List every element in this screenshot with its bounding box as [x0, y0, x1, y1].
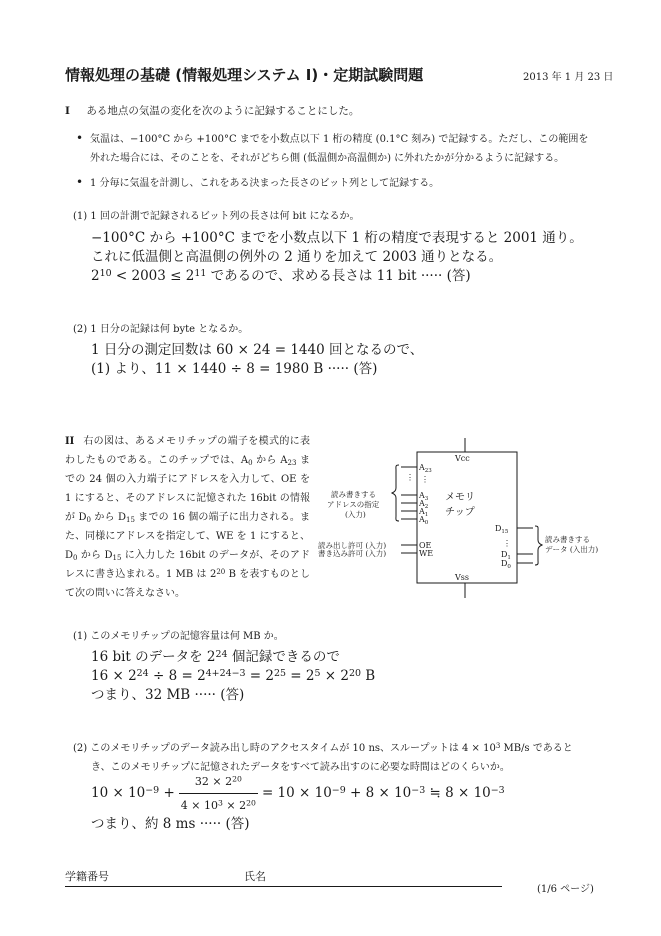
- bullet-1-line1: 気温は、−100°C から +100°C までを小数点以下 1 桁の精度 (0.1°C 刻み) で記録する。ただし、この範囲を: [90, 134, 589, 145]
- answer-1-1: [91, 229, 621, 286]
- question-text: このメモリチップの記憶容量は何 MB か。: [90, 631, 284, 642]
- vertical-ellipsis-icon: ⋮: [406, 473, 414, 482]
- bullet-1-line2: 外れた場合には、そのことを、それがどちら側 (低温側か高温側か) に外れたかが分かるように記録する。: [90, 153, 565, 164]
- fraction-denominator: $4 \times 10^3 \times 2^{20}$: [180, 798, 256, 812]
- answer-1-2: [91, 341, 621, 379]
- bullet-dot-icon: •: [76, 131, 84, 145]
- data-group-label-2: データ (入出力): [545, 545, 599, 554]
- section-2-paragraph: II 右の図は、あるメモリチップの端子を模式的に表わしたものである。このチップでは、$A_0$ から $A_{23}$ までの 24 個の入力端子にアドレスを入力して、OE を 1 にすると、そのアドレスに記憶された 16bit の情報が $D_0$ から $D_{15}$ までの 16 個の端子に出力される。また、同様にアドレスを指定して、WE を 1 にすると、$D_0$ から $D_{15}$ に入力した 16bit のデータが、そのアドレスに書き込まれる。1 MB は $2^{20}$ B を表すものとして次の問いに答えなさい。: [65, 432, 310, 603]
- read-enable-label: 読み出し許可 (入力): [318, 541, 387, 550]
- bullet-dot-icon: •: [76, 175, 84, 189]
- section-1-label: I: [65, 105, 70, 117]
- answer-line: つまり、32 MB ····· (答): [91, 687, 245, 703]
- vertical-ellipsis-icon: ⋮: [421, 475, 429, 484]
- question-text: 1 回の計測で記録されるビット列の長さは何 bit になるか。: [90, 211, 360, 222]
- question-text-line1: このメモリチップのデータ読み出し時のアクセスタイムが 10 ns、スループットは $4 \times 10^3$ MB/s であると: [90, 741, 573, 754]
- name-label: 氏名: [244, 870, 266, 883]
- pin-label-a2: $A_2$: [419, 499, 429, 510]
- formula-lhs: $10 \times 10^{-9}$ +: [91, 784, 175, 801]
- answer-line: (1) より、11 × 1440 ÷ 8 = 1980 B ····· (答): [91, 361, 378, 377]
- pin-label-d0: $D_0$: [501, 559, 511, 570]
- formula-fraction: [179, 772, 258, 815]
- answer-2-1: [91, 648, 621, 705]
- address-group-label-2: アドレスの指定: [327, 500, 380, 509]
- student-number-label: 学籍番号: [65, 870, 109, 883]
- section-1-intro: [65, 103, 359, 118]
- section-1-intro-text: ある地点の気温の変化を次のように記録することにした。: [86, 105, 360, 117]
- pin-label-we: WE: [419, 549, 434, 558]
- pin-label-d15: $D_{15}$: [495, 524, 509, 535]
- fraction-numerator: $32 \times 2^{20}$: [179, 772, 258, 794]
- question-text: 1 日分の記録は何 byte となるか。: [90, 324, 249, 335]
- footer-rule: [65, 886, 502, 887]
- vertical-ellipsis-icon: ⋮: [503, 539, 511, 548]
- address-group-label-3: (入力): [345, 510, 366, 519]
- pin-label-d1: $D_1$: [501, 550, 511, 561]
- data-group-label-1: 読み書きする: [545, 535, 590, 544]
- question-1-2: [73, 320, 248, 335]
- section-2-label: II: [65, 436, 75, 447]
- answer-2-2: [91, 772, 631, 834]
- question-number: (1): [73, 631, 88, 642]
- question-number: (1): [73, 211, 88, 222]
- question-1-1: [73, 207, 359, 222]
- answer-line: $2^{10} < 2003 \le 2^{11}$ であるので、求める長さは 11 bit ····· (答): [91, 267, 471, 284]
- data-brace: [535, 526, 542, 565]
- answer-line: $16 \times 2^{24} \div 8 = 2^{4+24-3} = 2^{25} = 2^5 \times 2^{20}$ B: [91, 667, 376, 684]
- bullet-2-line1: 1 分毎に気温を計測し、これをある決まった長さのビット列として記録する。: [90, 178, 440, 189]
- chip-label-memory: メモリ: [445, 492, 475, 503]
- address-brace: [392, 465, 399, 521]
- question-number: (2): [73, 743, 88, 754]
- exam-date: 2013 年 1 月 23 日: [523, 72, 614, 83]
- write-enable-label: 書き込み許可 (入力): [318, 549, 387, 558]
- pin-label-a3: $A_3$: [419, 491, 429, 502]
- memory-chip-diagram: [315, 436, 615, 601]
- answer-line: 1 日分の測定回数は 60 × 24 = 1440 回となるので、: [91, 342, 424, 358]
- pin-label-a0: $A_0$: [419, 515, 429, 526]
- question-text-line2: き、このメモリチップに記憶されたデータをすべて読み出すのに必要な時間はどのくらいか。: [91, 762, 510, 773]
- answer-line: −100°C から +100°C までを小数点以下 1 桁の精度で表現すると 2001 通り。: [91, 230, 583, 246]
- address-group-label-1: 読み書きする: [331, 490, 376, 499]
- pin-label-oe: OE: [419, 541, 432, 550]
- answer-line: 16 bit のデータを $2^{24}$ 個記録できるので: [91, 648, 340, 665]
- answer-formula: [91, 772, 631, 815]
- bullet-2: [76, 174, 610, 193]
- pin-label-a1: $A_1$: [419, 507, 429, 518]
- bullet-1: [76, 130, 610, 168]
- vss-label: Vss: [455, 573, 469, 582]
- question-number: (2): [73, 324, 88, 335]
- pin-label-a23: $A_{23}$: [419, 463, 432, 474]
- formula-rhs: = $10 \times 10^{-9} + 8 \times 10^{-3}$ ≒ $8 \times 10^{-3}$: [261, 784, 505, 801]
- answer-line: つまり、約 8 ms ····· (答): [91, 816, 250, 832]
- vcc-label: Vcc: [455, 454, 470, 463]
- chip-label-chip: チップ: [445, 507, 475, 518]
- page-title: 情報処理の基礎 (情報処理システム I)・定期試験問題: [65, 66, 424, 84]
- question-2-1: [73, 627, 284, 642]
- page-number: (1/6 ページ): [537, 884, 594, 895]
- answer-line: これに低温側と高温側の例外の 2 通りを加えて 2003 通りとなる。: [91, 249, 503, 265]
